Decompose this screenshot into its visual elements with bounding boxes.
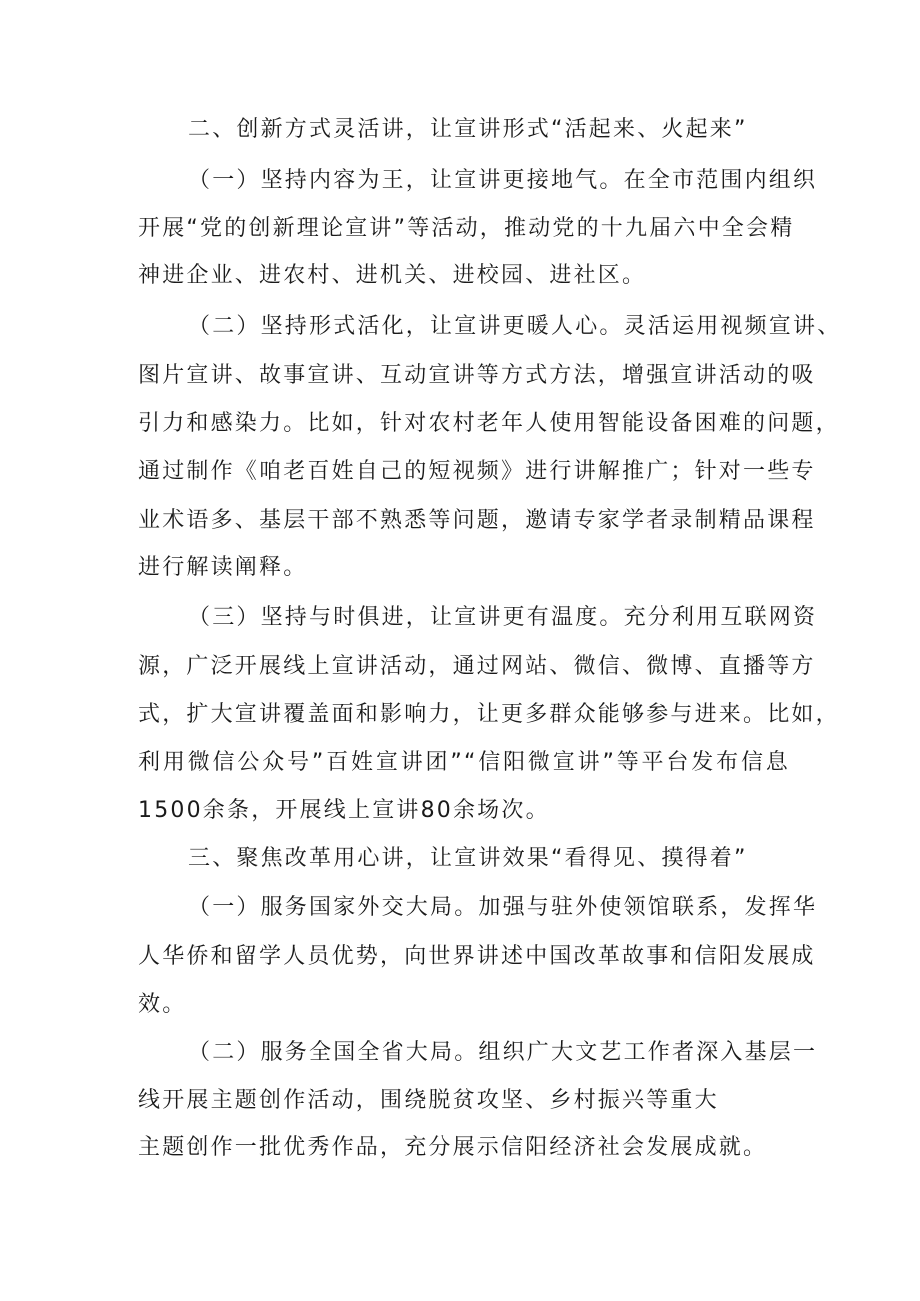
paragraph-line: 神进企业、进农村、进机关、进校园、进社区。 [138, 263, 647, 288]
paragraph-line: 效。 [138, 992, 187, 1017]
paragraph-line: 引力和感染力。比如，针对农村老年人使用智能设备困难的问题， [138, 411, 840, 436]
paragraph-line: （二）服务全国全省大局。组织广大文艺工作者深入基层一 [188, 1040, 818, 1065]
paragraph-line: 开展“党的创新理论宣讲”等活动，推动党的十九届六中全会精 [138, 216, 795, 241]
paragraph-line: 1500余条，开展线上宣讲80余场次。 [138, 798, 550, 823]
paragraph-line: 线开展主题创作活动，围绕脱贫攻坚、乡村振兴等重大 [138, 1088, 719, 1113]
paragraph-line: （一）坚持内容为王，让宣讲更接地气。在全市范围内组织 [188, 168, 818, 193]
paragraph-line: 主题创作一批优秀作品，充分展示信阳经济社会发展成就。 [138, 1135, 768, 1160]
paragraph-line: 通过制作《咱老百姓自己的短视频》进行讲解推广；针对一些专 [138, 459, 816, 484]
paragraph-line: 进行解读阐释。 [138, 555, 308, 580]
paragraph-line: （二）坚持形式活化，让宣讲更暖人心。灵活运用视频宣讲、 [188, 314, 842, 339]
paragraph-line: 式，扩大宣讲覆盖面和影响力，让更多群众能够参与进来。比如， [138, 702, 840, 727]
paragraph-line: （三）坚持与时俱进，让宣讲更有温度。充分利用互联网资 [188, 605, 818, 630]
paragraph-line: 图片宣讲、故事宣讲、互动宣讲等方式方法，增强宣讲活动的吸 [138, 363, 816, 388]
paragraph-line: 源，广泛开展线上宣讲活动，通过网站、微信、微博、直播等方 [138, 654, 816, 679]
paragraph-line: 人华侨和留学人员优势，向世界讲述中国改革故事和信阳发展成 [138, 944, 816, 969]
paragraph-line: （一）服务国家外交大局。加强与驻外使领馆联系，发挥华 [188, 895, 818, 920]
paragraph-line: 利用微信公众号”百姓宣讲团”“信阳微宣讲”等平台发布信息 [138, 750, 790, 775]
section-heading-2: 二、创新方式灵活讲，让宣讲形式“活起来、火起来” [188, 117, 748, 142]
paragraph-line: 业术语多、基层干部不熟悉等问题，邀请专家学者录制精品课程 [138, 508, 816, 533]
section-heading-3: 三、聚焦改革用心讲，让宣讲效果“看得见、摸得着” [188, 846, 748, 871]
